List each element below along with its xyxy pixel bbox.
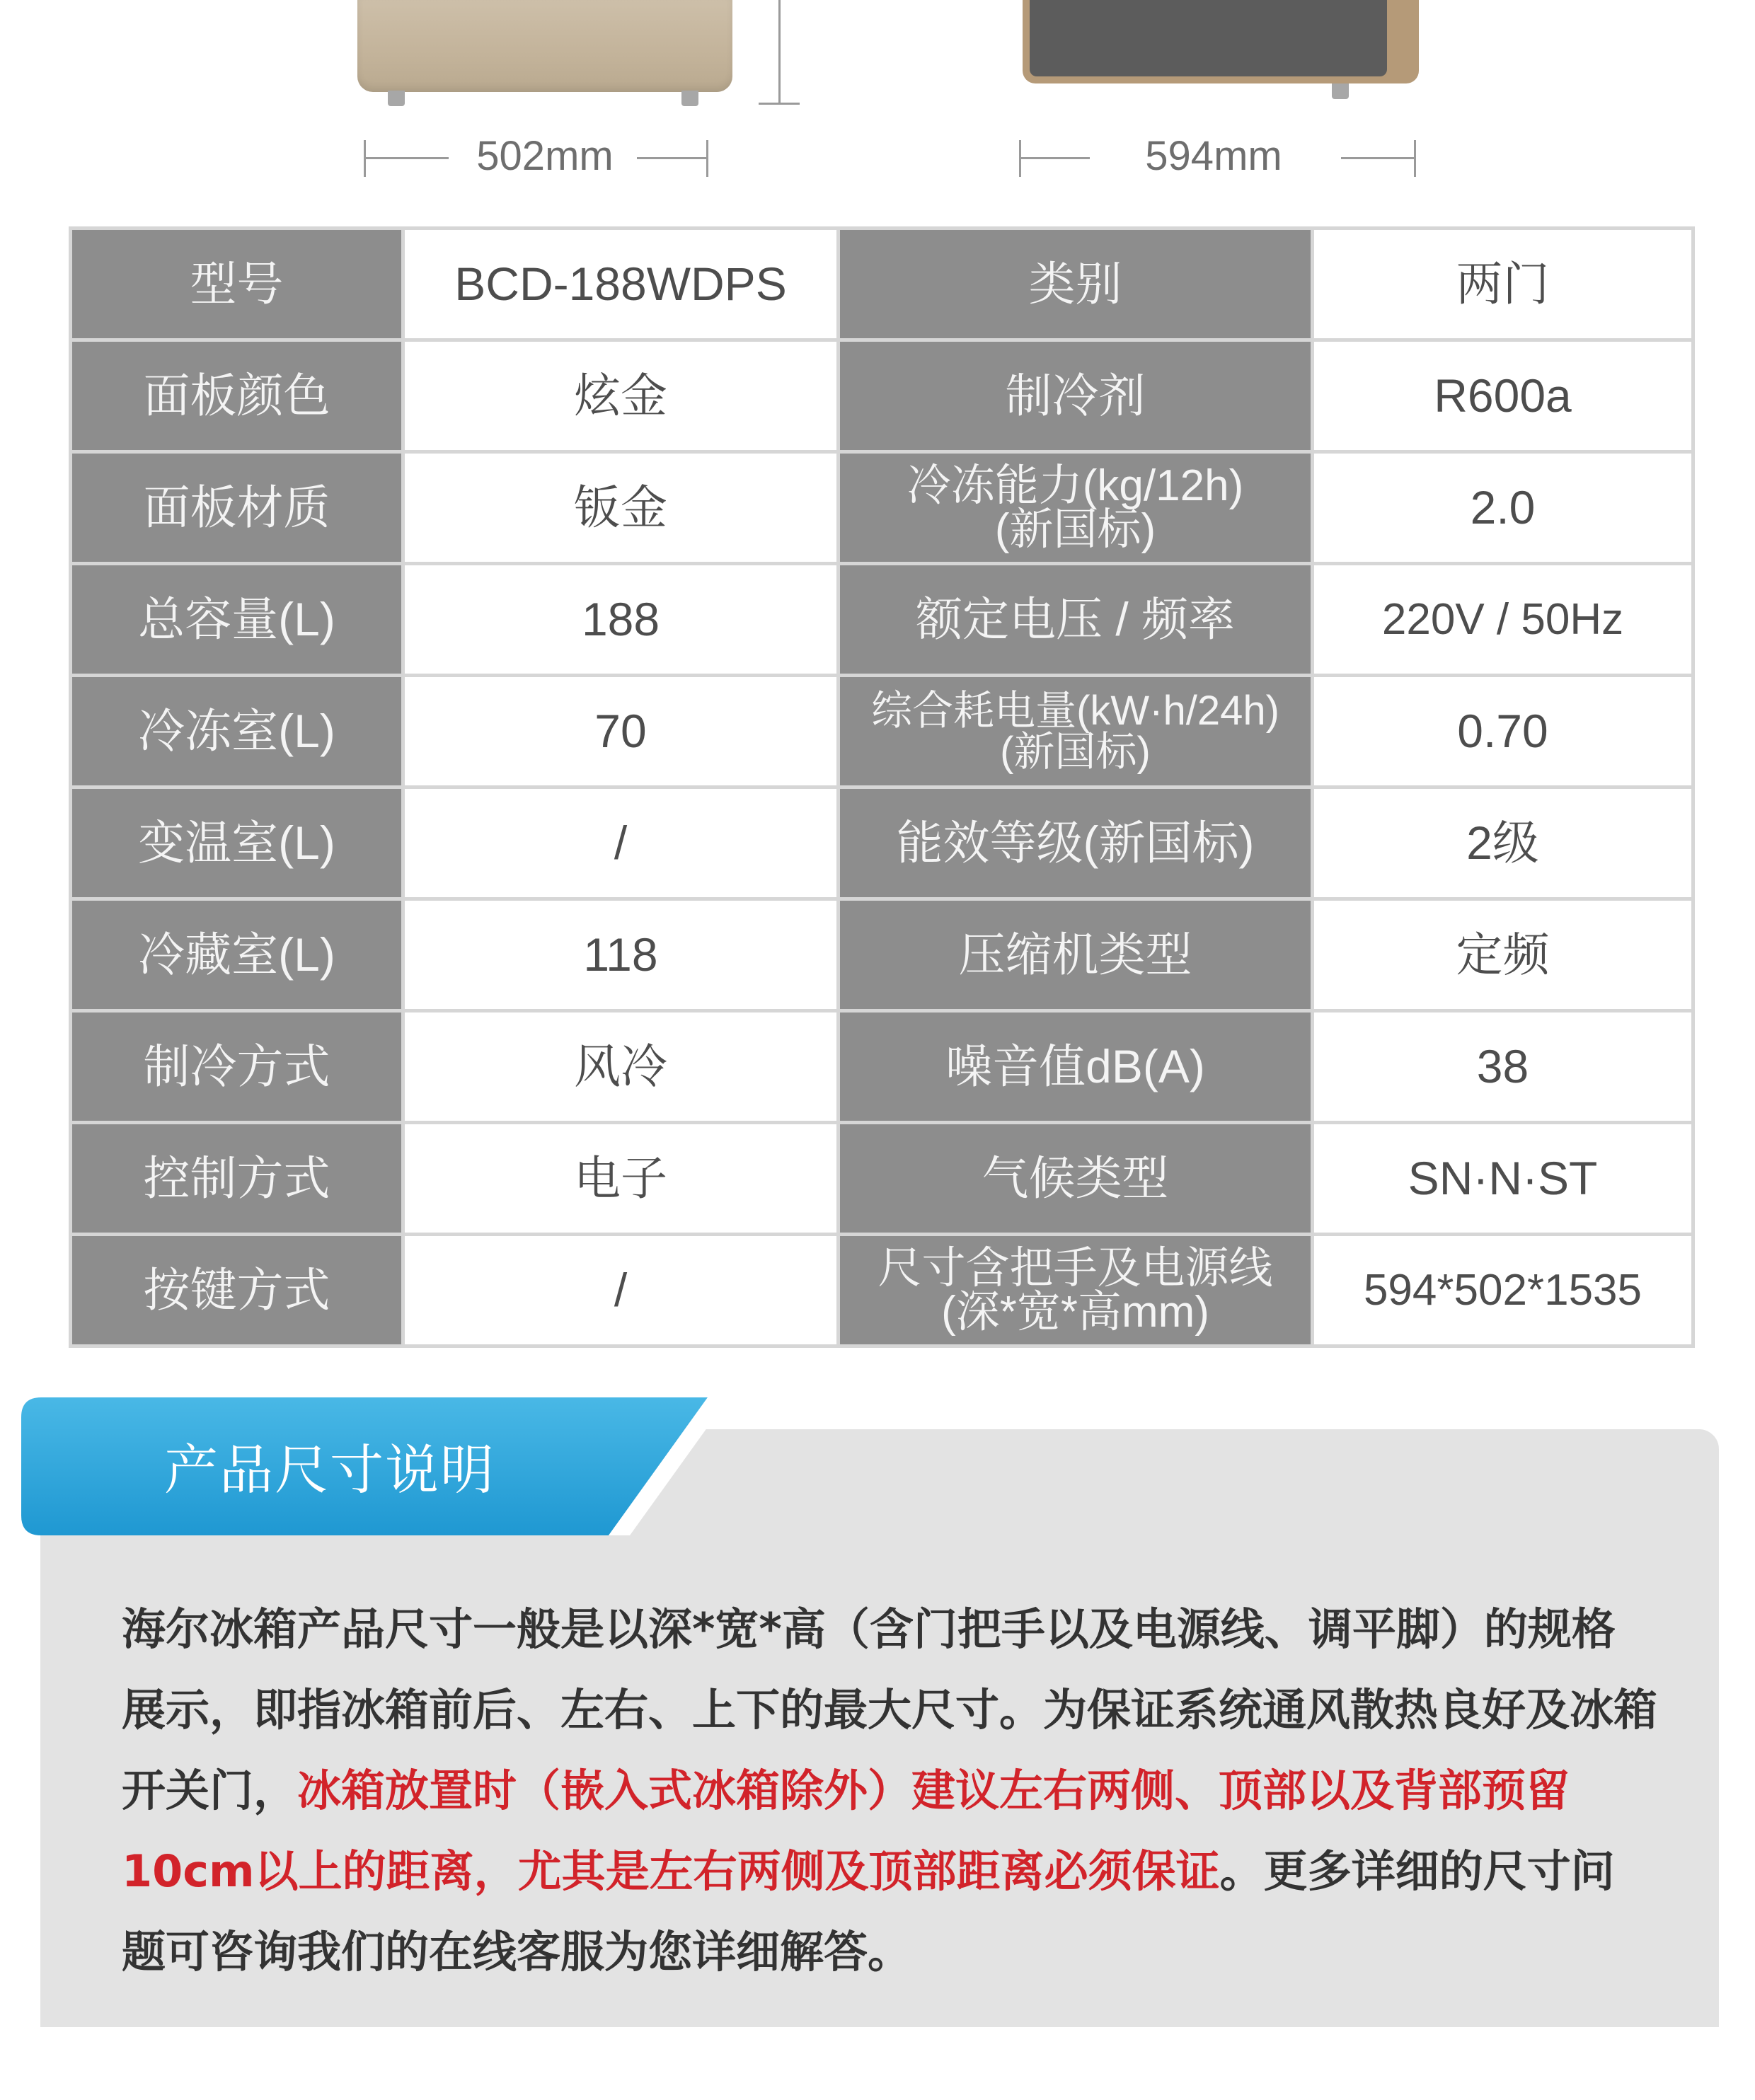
- spec-value: 电子: [403, 1123, 839, 1235]
- info-text-part: 。更多详细的尺寸问题可咨询我们的在线客服为您详细解答。: [122, 1845, 1615, 1978]
- fridge-side-panel: [1030, 0, 1387, 76]
- fridge-foot: [1332, 83, 1349, 99]
- width-dimension-label: 502mm: [476, 133, 614, 179]
- dimension-line: [364, 157, 449, 159]
- spec-key-line: 能效等级(新国标): [896, 816, 1255, 869]
- table-row: [71, 452, 1693, 564]
- spec-value: 风冷: [403, 1011, 839, 1123]
- table-row: [71, 899, 1693, 1011]
- spec-key: 控制方式: [71, 1123, 403, 1235]
- spec-key-line: 噪音值dB(A): [945, 1039, 1205, 1092]
- spec-key: [839, 1011, 1313, 1123]
- spec-value: 两门: [1313, 229, 1693, 340]
- spec-value: 炫金: [403, 340, 839, 452]
- table-row: [71, 1011, 1693, 1123]
- spec-key: 按键方式: [71, 1235, 403, 1346]
- spec-key: [839, 1123, 1313, 1235]
- spec-value: 0.70: [1313, 676, 1693, 788]
- spec-key-line: 综合耗电量(kW·h/24h): [871, 687, 1279, 734]
- table-row: [71, 564, 1693, 676]
- spec-key-line: 制冷剂: [1005, 369, 1146, 422]
- spec-key-line: 冷冻能力(kg/12h): [907, 461, 1244, 510]
- spec-key: [839, 564, 1313, 676]
- spec-key-line: 额定电压 / 频率: [915, 592, 1235, 645]
- spec-key-line: 尺寸含把手及电源线: [878, 1243, 1273, 1293]
- spec-key: 冷冻室(L): [71, 676, 403, 788]
- spec-table: [69, 226, 1695, 1348]
- spec-key: [839, 788, 1313, 899]
- spec-key-line: 类别: [1028, 257, 1122, 310]
- height-indicator-line: [778, 0, 781, 103]
- spec-key: 冷藏室(L): [71, 899, 403, 1011]
- table-row: [71, 788, 1693, 899]
- spec-value: 2级: [1313, 788, 1693, 899]
- table-row: [71, 1123, 1693, 1235]
- spec-key-line: 压缩机类型: [958, 928, 1192, 981]
- dimension-line: [1341, 157, 1415, 159]
- spec-key: 总容量(L): [71, 564, 403, 676]
- spec-value: SN·N·ST: [1313, 1123, 1693, 1235]
- spec-value: /: [403, 788, 839, 899]
- spec-key: [839, 899, 1313, 1011]
- section-title: 产品尺寸说明: [164, 1438, 495, 1501]
- spec-value: 38: [1313, 1011, 1693, 1123]
- spec-key: [839, 340, 1313, 452]
- height-indicator-tick: [759, 103, 800, 105]
- spec-value: /: [403, 1235, 839, 1346]
- info-text-highlight: 冰箱放置时（嵌入式冰箱除外）建议左右两侧、顶部以及背部预留10cm以上的距离，尤其是左右两侧及顶部距离必须保证: [122, 1765, 1570, 1897]
- spec-key-line: 气候类型: [982, 1151, 1169, 1204]
- spec-value: 定频: [1313, 899, 1693, 1011]
- table-row: [71, 340, 1693, 452]
- dimension-line: [1019, 157, 1090, 159]
- spec-key: [839, 676, 1313, 788]
- spec-value: 188: [403, 564, 839, 676]
- depth-dimension-label: 594mm: [1145, 133, 1282, 179]
- dimension-tick: [706, 140, 708, 177]
- spec-key: 面板颜色: [71, 340, 403, 452]
- spec-key: [839, 1235, 1313, 1346]
- spec-value: 70: [403, 676, 839, 788]
- spec-value: 594*502*1535: [1313, 1235, 1693, 1346]
- spec-value: 钣金: [403, 452, 839, 564]
- spec-value: 220V / 50Hz: [1313, 564, 1693, 676]
- table-row: [71, 1235, 1693, 1346]
- spec-value: 118: [403, 899, 839, 1011]
- spec-key: [839, 452, 1313, 564]
- spec-key: 制冷方式: [71, 1011, 403, 1123]
- fridge-front-image: [357, 0, 732, 92]
- fridge-foot: [388, 91, 405, 106]
- spec-key: 型号: [71, 229, 403, 340]
- spec-value: BCD-188WDPS: [403, 229, 839, 340]
- info-text-part: 海尔冰箱产品尺寸一般是以深*宽*高（含门把手以及电源线、调平脚）的规格展示，即指冰箱前后、左右、上下的最大尺寸。为保证系统通风散热良好及冰箱开关门，: [122, 1603, 1658, 1816]
- spec-key-line: (新国标): [1000, 728, 1151, 775]
- dimension-line: [637, 157, 708, 159]
- table-row: [71, 676, 1693, 788]
- table-row: [71, 229, 1693, 340]
- size-info-text: [122, 1589, 1657, 1992]
- fridge-foot: [681, 91, 698, 106]
- spec-key: 面板材质: [71, 452, 403, 564]
- spec-key: [839, 229, 1313, 340]
- spec-key-line: (新国标): [994, 504, 1156, 554]
- spec-value: R600a: [1313, 340, 1693, 452]
- spec-key-line: (深*宽*高mm): [941, 1287, 1209, 1337]
- spec-key: 变温室(L): [71, 788, 403, 899]
- spec-value: 2.0: [1313, 452, 1693, 564]
- dimension-tick: [1414, 140, 1416, 177]
